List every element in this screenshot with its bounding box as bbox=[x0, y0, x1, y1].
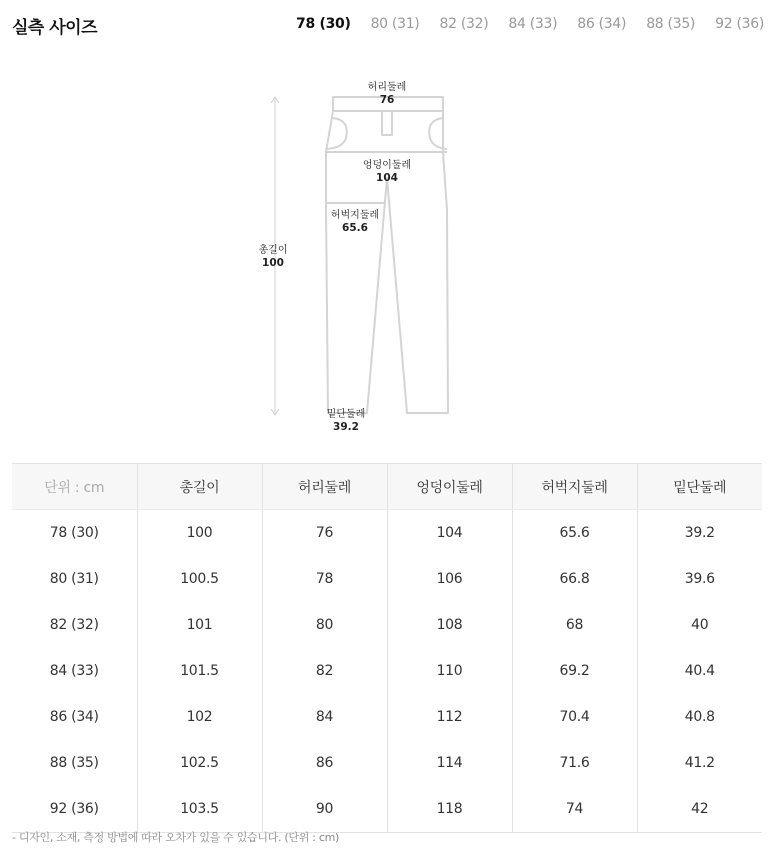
hem-label: 밑단둘레 39.2 bbox=[326, 409, 366, 433]
page-title: 실측 사이즈 bbox=[12, 18, 98, 38]
table-cell: 118 bbox=[387, 786, 512, 833]
size-tabs bbox=[276, 16, 764, 32]
table-cell: 42 bbox=[637, 786, 762, 833]
size-cell: 80 (31) bbox=[49, 571, 99, 587]
column-header: 허리둘레 bbox=[262, 464, 387, 510]
column-header: 엉덩이둘레 bbox=[387, 464, 512, 510]
table-header-row bbox=[12, 464, 762, 510]
table-cell: 103.5 bbox=[137, 786, 262, 833]
table-cell: 104 bbox=[387, 510, 512, 557]
table-cell: 100.5 bbox=[137, 556, 262, 602]
table-cell: 84 bbox=[262, 694, 387, 740]
table-cell: 71.6 bbox=[512, 740, 637, 786]
column-header: 허벅지둘레 bbox=[512, 464, 637, 510]
table-cell: 110 bbox=[387, 648, 512, 694]
size-measure-table bbox=[12, 463, 762, 833]
thigh-label: 허벅지둘레 65.6 bbox=[330, 210, 380, 234]
unit-header: 단위 : cm bbox=[12, 464, 137, 510]
measurement-footnote: - 디자인, 소재, 측정 방법에 따라 오차가 있을 수 있습니다. (단위 : cm) bbox=[12, 831, 339, 844]
table-cell: 106 bbox=[387, 556, 512, 602]
table-cell: 101.5 bbox=[137, 648, 262, 694]
table-cell: 114 bbox=[387, 740, 512, 786]
table-cell: 102 bbox=[137, 694, 262, 740]
table-cell: 78 bbox=[262, 556, 387, 602]
table-cell: 90 bbox=[262, 786, 387, 833]
table-cell: 40 bbox=[637, 602, 762, 648]
table-cell: 112 bbox=[387, 694, 512, 740]
size-cell: 82 (32) bbox=[49, 617, 99, 633]
size-header bbox=[12, 12, 764, 38]
size-tab[interactable]: 84 (33) bbox=[508, 16, 558, 32]
waist-label: 허리둘레 76 bbox=[367, 82, 407, 106]
size-cell: 92 (36) bbox=[12, 786, 137, 833]
table-cell: 102.5 bbox=[137, 740, 262, 786]
table-cell: 80 bbox=[262, 602, 387, 648]
table-row bbox=[12, 602, 762, 648]
table-row bbox=[12, 694, 762, 740]
table-cell: 39.2 bbox=[637, 510, 762, 557]
pants-outline-illustration bbox=[0, 60, 778, 440]
table-cell: 40.8 bbox=[637, 694, 762, 740]
column-header: 밑단둘레 bbox=[637, 464, 762, 510]
table-row bbox=[12, 786, 762, 833]
size-tab[interactable]: 78 (30) bbox=[296, 16, 351, 32]
table-cell: 69.2 bbox=[512, 648, 637, 694]
column-header: 총길이 bbox=[137, 464, 262, 510]
table-cell: 68 bbox=[512, 602, 637, 648]
table-cell: 76 bbox=[262, 510, 387, 557]
table-cell: 101 bbox=[137, 602, 262, 648]
table-cell: 82 bbox=[262, 648, 387, 694]
table-cell: 65.6 bbox=[512, 510, 637, 557]
size-tab[interactable]: 82 (32) bbox=[439, 16, 489, 32]
size-cell: 88 (35) bbox=[49, 755, 99, 771]
table-cell: 86 bbox=[262, 740, 387, 786]
size-tab[interactable]: 80 (31) bbox=[370, 16, 420, 32]
hip-label: 엉덩이둘레 104 bbox=[362, 160, 412, 184]
table-row bbox=[12, 510, 762, 557]
size-cell: 78 (30) bbox=[49, 525, 99, 541]
size-tab[interactable]: 86 (34) bbox=[577, 16, 627, 32]
table-cell: 100 bbox=[137, 510, 262, 557]
table-row bbox=[12, 648, 762, 694]
table-row bbox=[12, 556, 762, 602]
table-cell: 41.2 bbox=[637, 740, 762, 786]
table-cell: 70.4 bbox=[512, 694, 637, 740]
table-cell: 66.8 bbox=[512, 556, 637, 602]
total-length-label: 총길이 100 bbox=[258, 245, 288, 269]
table-cell: 108 bbox=[387, 602, 512, 648]
size-tab[interactable]: 88 (35) bbox=[646, 16, 696, 32]
table-row bbox=[12, 740, 762, 786]
table-cell: 39.6 bbox=[637, 556, 762, 602]
table-cell: 74 bbox=[512, 786, 637, 833]
size-cell: 86 (34) bbox=[49, 709, 99, 725]
table-cell: 40.4 bbox=[637, 648, 762, 694]
size-cell: 84 (33) bbox=[49, 663, 99, 679]
pants-diagram bbox=[0, 60, 778, 440]
size-tab[interactable]: 92 (36) bbox=[715, 16, 764, 32]
